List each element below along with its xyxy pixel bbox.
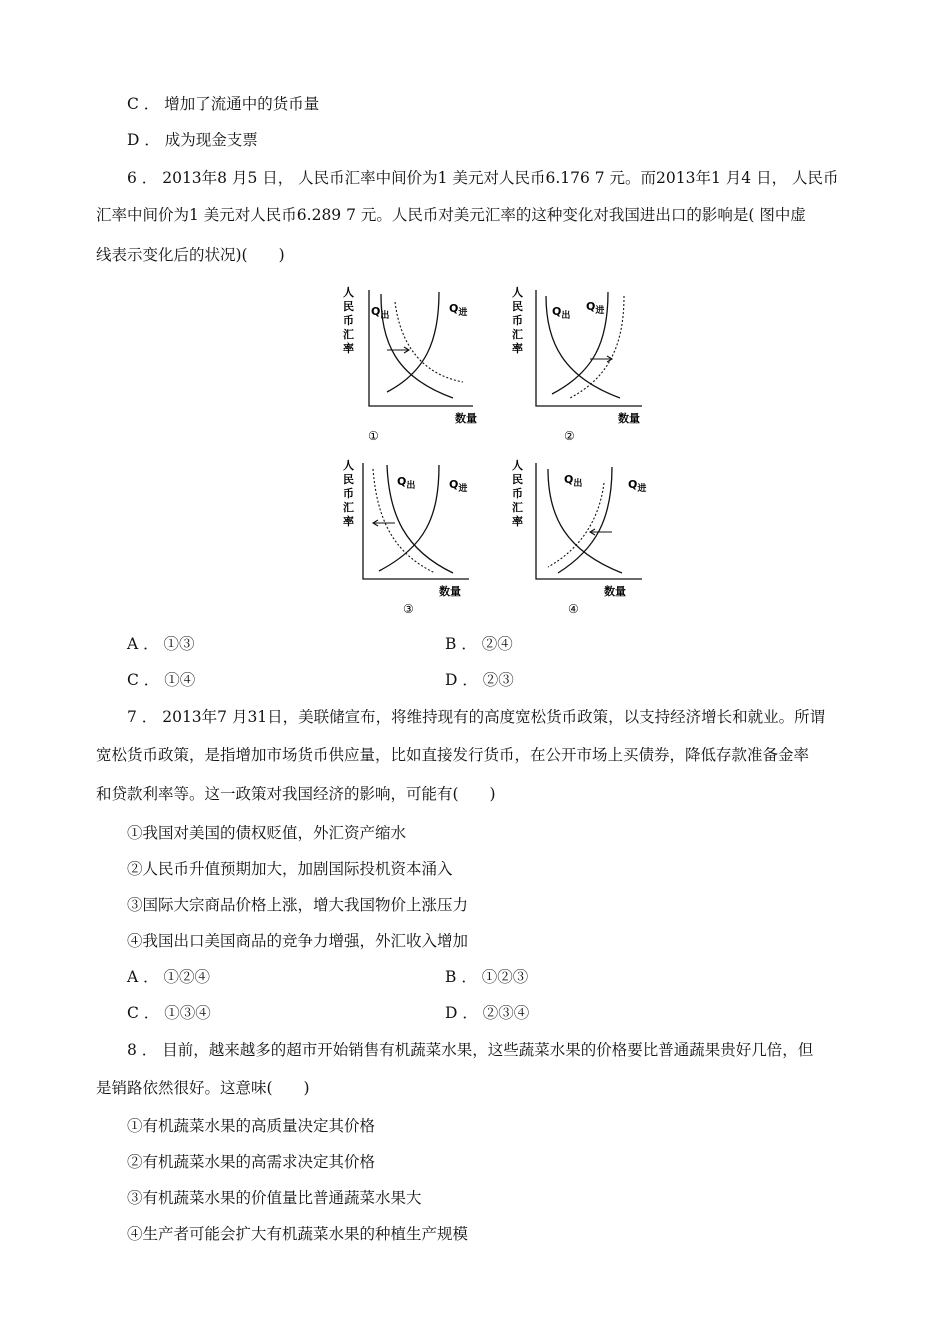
figure-4 [508,455,668,620]
svg-text:汇: 汇 [512,501,523,514]
q6-stem-line3: 线表示变化后的状况)( ) [96,246,285,264]
q6-option-c: C ． ①④ [127,671,196,689]
q-in-label: $Q_进$ [628,478,647,494]
svg-text:民: 民 [512,300,523,313]
y-axis-label [343,459,354,528]
q-out-curve [381,294,453,398]
y-axis-label [512,459,523,528]
q-out-label: $Q_出$ [397,475,416,491]
svg-text:率: 率 [343,515,354,528]
q6-stem-line2: 汇率中间价为1 美元对人民币6.289 7 元。人民币对美元汇率的这种变化对我国进出口的影响是( 图中虚 [96,206,806,224]
x-axis-label: 数量 [439,585,461,598]
y-axis-label [512,286,523,355]
q7-statement-1: ①我国对美国的债权贬值，外汇资产缩水 [127,824,407,842]
svg-text:币: 币 [512,314,523,327]
figure-4-svg [508,455,668,620]
q7-stem-line1: 7 ． 2013年7 月31日，美联储宣布，将维持现有的高度宽松货币政策，以支持经济增长和就业。所谓 [127,708,826,726]
q7-statement-2: ②人民币升值预期加大，加剧国际投机资本涌入 [127,860,453,878]
svg-text:人: 人 [343,286,354,299]
q7-statement-3: ③国际大宗商品价格上涨，增大我国物价上涨压力 [127,896,469,914]
figure-3 [335,455,495,620]
svg-text:民: 民 [343,473,354,486]
figure-3-svg [335,455,495,620]
y-axis-label [343,286,354,355]
q7-statement-4: ④我国出口美国商品的竞争力增强，外汇收入增加 [127,932,469,950]
figure-number: ③ [403,602,414,616]
q7-option-a: A ． ①②④ [127,968,211,986]
svg-text:率: 率 [512,342,523,355]
figure-number: ② [564,429,575,443]
q6-stem-line1: 6 ． 2013年8 月5 日， 人民币汇率中间价为1 美元对人民币6.176 7 元。而2013年1 月4 日， 人民币 [127,169,839,187]
q6-option-a: A ． ①③ [127,635,195,653]
figure-number: ① [368,429,379,443]
figure-1-svg [335,282,495,447]
q8-statement-4: ④生产者可能会扩大有机蔬菜水果的种植生产规模 [127,1225,469,1243]
svg-text:汇: 汇 [512,328,523,341]
x-axis-label: 数量 [604,585,626,598]
q-in-label: $Q_进$ [449,478,468,494]
svg-text:币: 币 [343,487,354,500]
x-axis-label: 数量 [618,412,640,425]
q-out-label: $Q_出$ [564,473,583,489]
svg-text:率: 率 [512,515,523,528]
q8-statement-3: ③有机蔬菜水果的价值量比普通蔬菜水果大 [127,1189,422,1207]
q8-statement-2: ②有机蔬菜水果的高需求决定其价格 [127,1153,376,1171]
q8-stem-line1: 8 ． 目前，越来越多的超市开始销售有机蔬菜水果，这些蔬菜水果的价格要比普通蔬果贵好几倍，但 [127,1041,814,1059]
q6-option-b: B ． ②④ [445,635,513,653]
svg-text:率: 率 [343,342,354,355]
svg-text:民: 民 [512,473,523,486]
q7-stem-line3: 和贷款利率等。这一政策对我国经济的影响，可能有( ) [96,785,496,803]
q8-stem-line2: 是销路依然很好。这意味( ) [96,1079,310,1097]
svg-text:币: 币 [512,487,523,500]
q-in-shifted-curve [548,483,604,567]
q8-statement-1: ①有机蔬菜水果的高质量决定其价格 [127,1117,376,1135]
svg-text:民: 民 [343,300,354,313]
q-in-label: $Q_进$ [449,302,468,318]
figure-1 [335,282,495,447]
svg-text:人: 人 [512,286,523,299]
shift-arrow [590,529,612,535]
figure-2 [508,282,668,447]
q-in-label: $Q_进$ [586,300,605,316]
figure-number: ④ [568,602,579,616]
svg-text:人: 人 [512,459,523,472]
x-axis-label: 数量 [455,412,477,425]
q7-option-d: D ． ②③④ [445,1004,530,1022]
q7-option-b: B ． ①②③ [445,968,529,986]
svg-text:汇: 汇 [343,501,354,514]
svg-text:币: 币 [343,314,354,327]
q5-option-c: C ． 增加了流通中的货币量 [127,95,320,113]
q-out-label: $Q_出$ [371,305,390,321]
axes [536,463,642,579]
q7-stem-line2: 宽松货币政策，是指增加市场货币供应量，比如直接发行货币，在公开市场上买债券，降低存款准备金率 [96,746,810,764]
svg-text:汇: 汇 [343,328,354,341]
q7-option-c: C ． ①③④ [127,1004,211,1022]
q6-option-d: D ． ②③ [445,671,514,689]
q5-option-d: D ． 成为现金支票 [127,131,258,149]
svg-text:人: 人 [343,459,354,472]
q-out-label: $Q_出$ [552,305,571,321]
figure-2-svg [508,282,668,447]
